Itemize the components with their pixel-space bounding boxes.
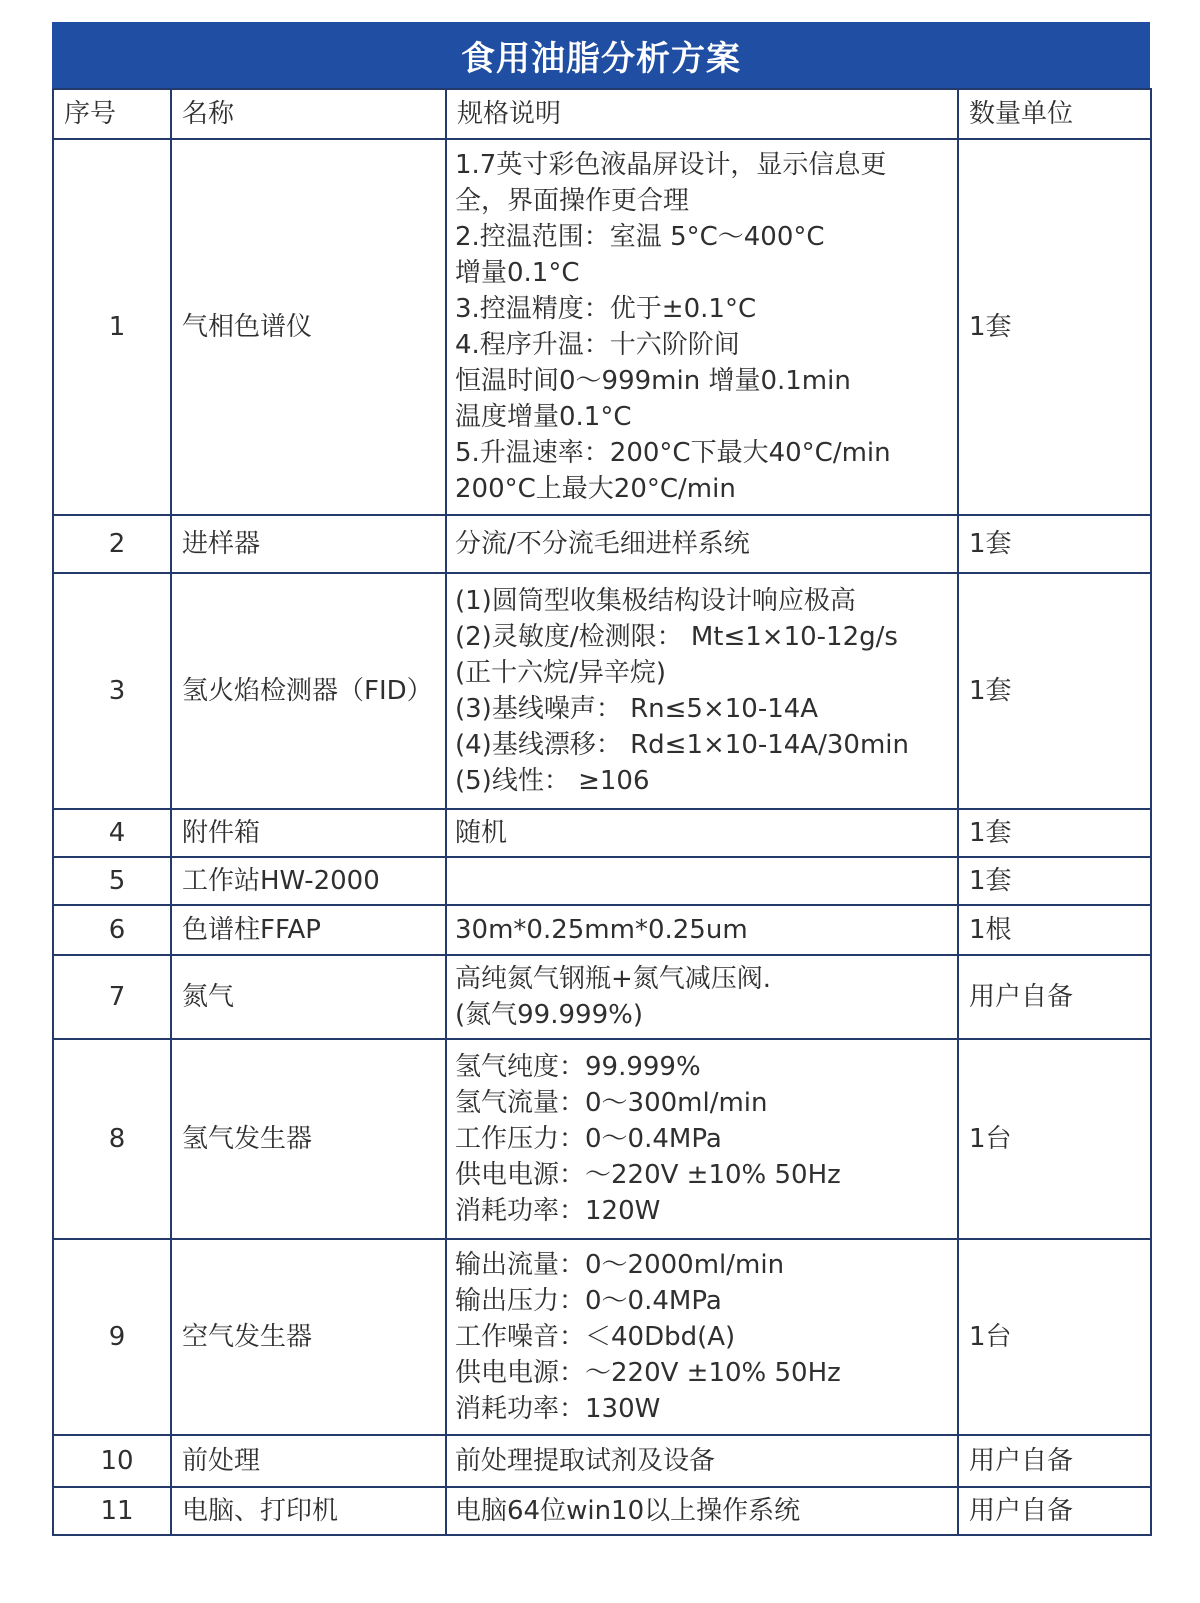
cell-spec xyxy=(446,809,958,857)
cell-qty: 1套 xyxy=(958,139,1151,515)
cell-name: 空气发生器 xyxy=(171,1239,446,1435)
cell-name: 附件箱 xyxy=(171,809,446,857)
cell-spec xyxy=(446,905,958,955)
cell-qty: 1台 xyxy=(958,1039,1151,1239)
cell-name: 氮气 xyxy=(171,955,446,1039)
cell-no: 10 xyxy=(53,1435,171,1487)
cell-spec xyxy=(446,139,958,515)
spec-line: 供电电源：～220V ±10% 50Hz xyxy=(455,1358,841,1388)
spec-line: (2)灵敏度/检测限： Mt≤1×10-12g/s xyxy=(455,622,898,652)
table-row xyxy=(53,905,1151,955)
cell-spec xyxy=(446,857,958,905)
header-name: 名称 xyxy=(171,89,446,139)
spec-line: 输出压力：0～0.4MPa xyxy=(455,1286,722,1316)
cell-no: 7 xyxy=(53,955,171,1039)
spec-line: 随机 xyxy=(455,818,508,848)
table-row xyxy=(53,1487,1151,1535)
cell-no: 1 xyxy=(53,139,171,515)
product-spec-sheet xyxy=(52,22,1150,1536)
cell-name: 气相色谱仪 xyxy=(171,139,446,515)
cell-name: 氢气发生器 xyxy=(171,1039,446,1239)
cell-qty: 用户自备 xyxy=(958,955,1151,1039)
spec-line: 电脑64位win10以上操作系统 xyxy=(455,1496,801,1526)
table-row xyxy=(53,139,1151,515)
table-body xyxy=(53,139,1151,1535)
table-row xyxy=(53,1435,1151,1487)
spec-line: 输出流量：0～2000ml/min xyxy=(455,1250,785,1280)
cell-qty: 1根 xyxy=(958,905,1151,955)
cell-spec xyxy=(446,1239,958,1435)
spec-table xyxy=(52,88,1152,1536)
spec-line: (氮气99.999%) xyxy=(455,1000,643,1030)
cell-no: 11 xyxy=(53,1487,171,1535)
spec-line: 全，界面操作更合理 xyxy=(455,186,690,216)
spec-line: 高纯氮气钢瓶+氮气减压阀. xyxy=(455,964,772,994)
cell-no: 9 xyxy=(53,1239,171,1435)
spec-line: 2.控温范围：室温 5°C～400°C xyxy=(455,222,825,252)
sheet-title: 食用油脂分析方案 xyxy=(52,22,1150,88)
cell-qty: 1台 xyxy=(958,1239,1151,1435)
header-spec: 规格说明 xyxy=(446,89,958,139)
cell-spec xyxy=(446,1435,958,1487)
table-row xyxy=(53,1239,1151,1435)
cell-no: 2 xyxy=(53,515,171,573)
cell-no: 6 xyxy=(53,905,171,955)
cell-spec xyxy=(446,1487,958,1535)
table-row xyxy=(53,955,1151,1039)
cell-spec xyxy=(446,955,958,1039)
cell-qty: 1套 xyxy=(958,573,1151,809)
header-row xyxy=(53,89,1151,139)
spec-line: 氢气纯度：99.999% xyxy=(455,1052,701,1082)
cell-spec xyxy=(446,515,958,573)
table-row xyxy=(53,573,1151,809)
spec-line: (4)基线漂移： Rd≤1×10-14A/30min xyxy=(455,730,909,760)
table-row xyxy=(53,1039,1151,1239)
header-no: 序号 xyxy=(53,89,171,139)
cell-name: 电脑、打印机 xyxy=(171,1487,446,1535)
cell-name: 色谱柱FFAP xyxy=(171,905,446,955)
spec-line: 供电电源：～220V ±10% 50Hz xyxy=(455,1160,841,1190)
cell-name: 工作站HW-2000 xyxy=(171,857,446,905)
spec-line: 工作噪音：＜40Dbd(A) xyxy=(455,1322,736,1352)
cell-spec xyxy=(446,573,958,809)
table-row xyxy=(53,809,1151,857)
spec-line: 5.升温速率：200°C下最大40°C/min xyxy=(455,438,891,468)
spec-line: 增量0.1°C xyxy=(455,258,580,288)
spec-line: 前处理提取试剂及设备 xyxy=(455,1446,716,1476)
spec-line: (1)圆筒型收集极结构设计响应极高 xyxy=(455,586,856,616)
spec-line: 3.控温精度：优于±0.1°C xyxy=(455,294,757,324)
spec-line: (正十六烷/异辛烷) xyxy=(455,658,667,688)
spec-line: 温度增量0.1°C xyxy=(455,402,632,432)
cell-no: 4 xyxy=(53,809,171,857)
cell-no: 3 xyxy=(53,573,171,809)
spec-line: 工作压力：0～0.4MPa xyxy=(455,1124,722,1154)
spec-line: 消耗功率：130W xyxy=(455,1394,661,1424)
table-row xyxy=(53,515,1151,573)
header-qty: 数量单位 xyxy=(958,89,1151,139)
cell-name: 进样器 xyxy=(171,515,446,573)
table-row xyxy=(53,857,1151,905)
cell-no: 5 xyxy=(53,857,171,905)
spec-line: 分流/不分流毛细进样系统 xyxy=(455,529,750,559)
spec-line: 200°C上最大20°C/min xyxy=(455,474,736,504)
cell-qty: 用户自备 xyxy=(958,1487,1151,1535)
spec-line: 恒温时间0～999min 增量0.1min xyxy=(455,366,851,396)
cell-name: 氢火焰检测器（FID） xyxy=(171,573,446,809)
spec-line: (3)基线噪声： Rn≤5×10-14A xyxy=(455,694,819,724)
spec-line: 消耗功率：120W xyxy=(455,1196,661,1226)
cell-no: 8 xyxy=(53,1039,171,1239)
cell-qty: 1套 xyxy=(958,809,1151,857)
spec-line: 4.程序升温：十六阶阶间 xyxy=(455,330,740,360)
cell-qty: 1套 xyxy=(958,857,1151,905)
cell-qty: 1套 xyxy=(958,515,1151,573)
cell-spec xyxy=(446,1039,958,1239)
cell-name: 前处理 xyxy=(171,1435,446,1487)
spec-line: (5)线性： ≥106 xyxy=(455,766,650,796)
spec-line: 氢气流量：0～300ml/min xyxy=(455,1088,768,1118)
spec-line: 30m*0.25mm*0.25um xyxy=(455,915,748,945)
spec-line: 1.7英寸彩色液晶屏设计，显示信息更 xyxy=(455,150,887,180)
cell-qty: 用户自备 xyxy=(958,1435,1151,1487)
